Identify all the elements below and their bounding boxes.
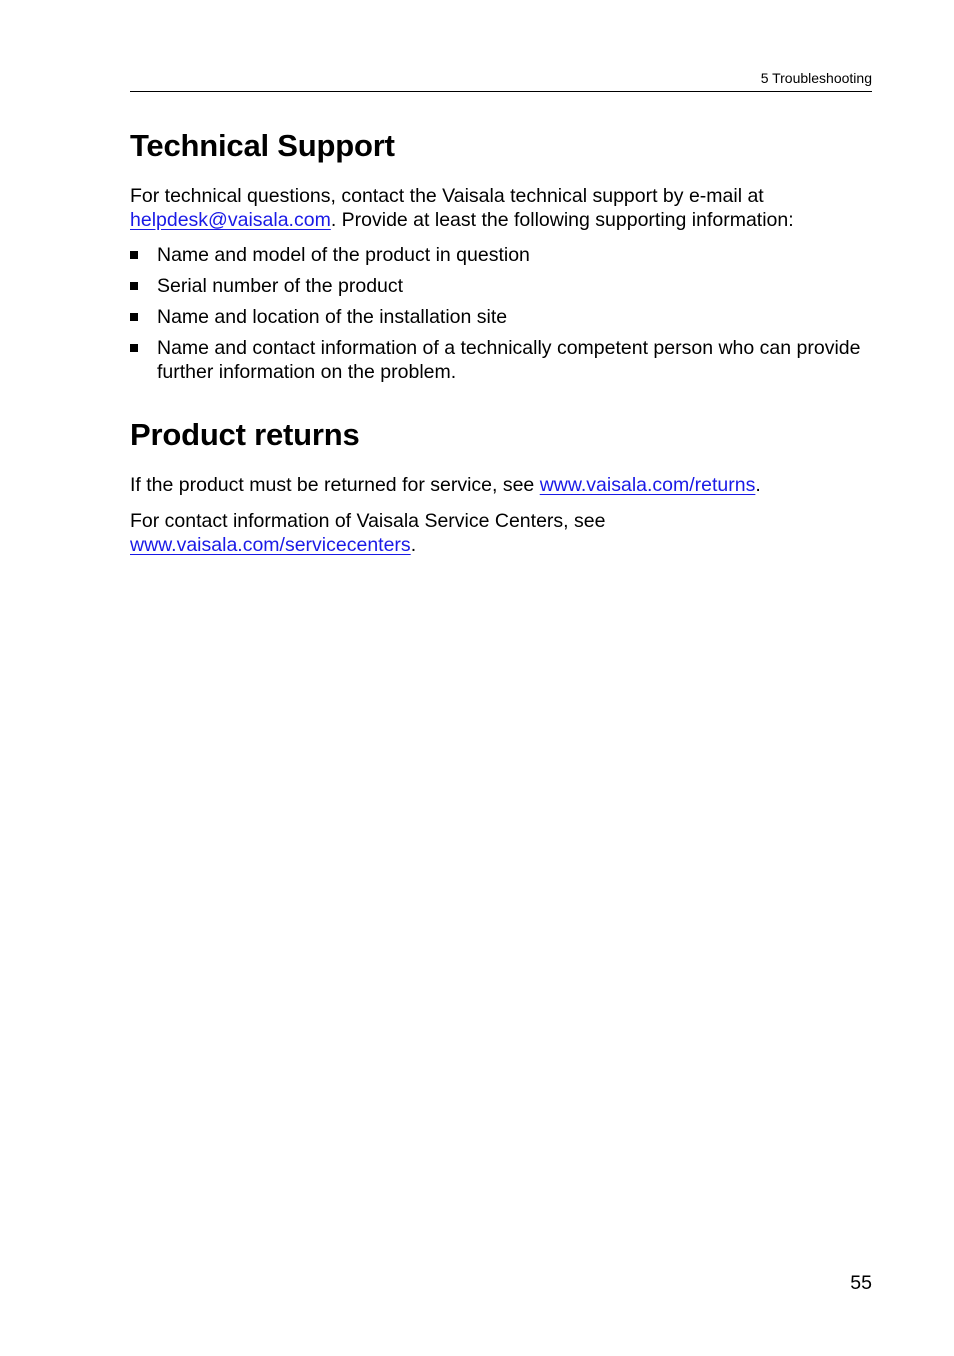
list-item-text: Name and contact information of a technically competent person who can provide further information on the problem. (157, 337, 861, 383)
list-item (130, 243, 872, 267)
service-centers-paragraph (130, 509, 872, 557)
list-item-text: Serial number of the product (157, 275, 404, 297)
square-bullet-icon (130, 251, 138, 259)
returns-text: If the product must be returned for service, see (130, 474, 540, 496)
page-content (130, 128, 872, 557)
product-returns-section (130, 417, 872, 557)
service-centers-text-end: . (410, 534, 417, 556)
list-item (130, 336, 872, 384)
returns-paragraph (130, 473, 872, 497)
square-bullet-icon (130, 344, 138, 352)
returns-text-end: . (755, 474, 761, 496)
technical-support-heading: Technical Support (130, 128, 395, 163)
square-bullet-icon (130, 313, 138, 321)
header-divider (130, 91, 872, 92)
page-number: 55 (850, 1272, 872, 1294)
intro-text: For technical questions, contact the Vaisala technical support by e-mail at (130, 185, 764, 207)
supporting-info-list (130, 243, 872, 384)
service-centers-text: For contact information of Vaisala Service Centers, see (130, 510, 606, 532)
technical-support-intro (130, 184, 872, 232)
returns-link[interactable]: www.vaisala.com/returns (539, 474, 756, 496)
square-bullet-icon (130, 282, 138, 290)
helpdesk-email-link[interactable]: helpdesk@vaisala.com (130, 209, 331, 231)
list-item-text: Name and location of the installation site (157, 306, 508, 328)
technical-support-section (130, 128, 872, 384)
product-returns-heading: Product returns (130, 417, 360, 452)
list-item-text: Name and model of the product in question (157, 244, 530, 266)
list-item (130, 274, 872, 298)
list-item (130, 305, 872, 329)
intro-text-continued: . Provide at least the following supporting information: (330, 209, 794, 231)
running-header: 5 Troubleshooting (760, 70, 872, 86)
service-centers-link[interactable]: www.vaisala.com/servicecenters (130, 534, 411, 556)
